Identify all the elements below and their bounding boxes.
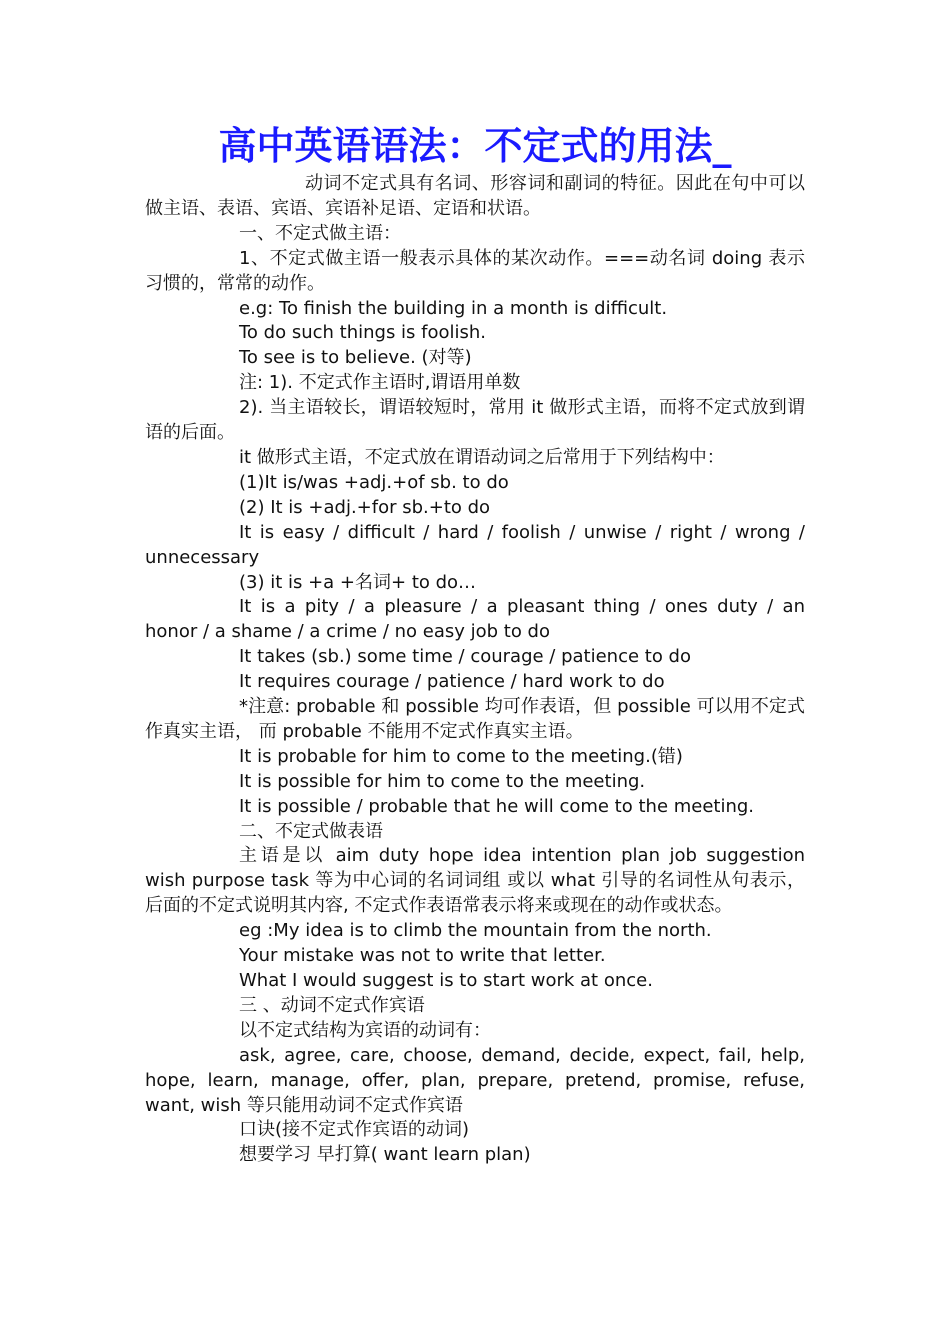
section-heading-object: 三 、动词不定式作宾语 <box>239 994 425 1016</box>
verb-list: ask, agree, care, choose, demand, decide, expect, fail, help, hope, learn, manage, offer, plan, prepare, pretend, promise, refuse, want, wish 等只能用动词不定式作宾语 <box>145 1044 805 1116</box>
example-line: Your mistake was not to write that letter. <box>239 945 606 967</box>
note-paragraph: *注意: probable 和 possible 均可作表语，但 possible 可以用不定式作真实主语， 而 probable 不能用不定式作真实主语。 <box>145 696 805 742</box>
structure-line: (3) it is +a +名词+ to do… <box>239 571 477 593</box>
noun-list: It is a pity / a pleasure / a pleasant thing / ones duty / an honor / a shame / a crime / no easy job to do <box>145 596 805 643</box>
example-line: It is probable for him to come to the meeting.(错) <box>239 745 683 767</box>
document-title: 高中英语语法：不定式的用法_ <box>218 124 732 168</box>
mnemonic-heading: 口诀(接不定式作宾语的动词) <box>239 1119 470 1141</box>
example-line: It is possible / probable that he will come to the meeting. <box>239 795 755 817</box>
example-line: eg :My idea is to climb the mountain from the north. <box>239 920 712 942</box>
document-page <box>145 122 805 1168</box>
structure-line: It takes (sb.) some time / courage / patience to do <box>239 646 691 668</box>
intro-paragraph: 动词不定式具有名词、形容词和副词的特征。因此在句中可以做主语、表语、宾语、宾语补足语、定语和状语。 <box>145 173 805 219</box>
paragraph: 1、不定式做主语一般表示具体的某次动作。===动名词 doing 表示习惯的，常常的动作。 <box>145 247 805 294</box>
structure-line: It requires courage / patience / hard work to do <box>239 671 665 693</box>
example-line: It is possible for him to come to the meeting. <box>239 770 646 792</box>
section-heading-predicative: 二、不定式做表语 <box>239 820 383 842</box>
example-line: What I would suggest is to start work at once. <box>239 970 653 991</box>
structure-line: (2) It is +adj.+for sb.+to do <box>239 496 491 518</box>
structure-line: (1)It is/was +adj.+of sb. to do <box>239 471 509 493</box>
example-line: To see is to believe. (对等) <box>239 347 472 369</box>
paragraph: it 做形式主语，不定式放在谓语动词之后常用于下列结构中： <box>239 446 725 468</box>
adjective-list: It is easy / difficult / hard / foolish / unwise / right / wrong / unnecessary <box>145 521 805 568</box>
example-line: To do such things is foolish. <box>239 322 487 344</box>
paragraph: 以不定式结构为宾语的动词有： <box>239 1019 491 1041</box>
section-heading-subject: 一、不定式做主语： <box>239 222 401 244</box>
note-paragraph: 2). 当主语较长，谓语较短时，常用 it 做形式主语，而将不定式放到谓语的后面。 <box>145 397 805 444</box>
example-line: e.g: To finish the building in a month is difficult. <box>239 297 668 319</box>
note-line: 注: 1). 不定式作主语时,谓语用单数 <box>239 372 521 394</box>
paragraph: 主语是以 aim duty hope idea intention plan job suggestion wish purpose task 等为中心词的名词词组 或以 what 引导的名词性从句表示，后面的不定式说明其内容, 不定式作表语常表示将来或现在的动作或状态。 <box>145 845 805 917</box>
mnemonic-line: 想要学习 早打算( want learn plan) <box>239 1144 531 1166</box>
